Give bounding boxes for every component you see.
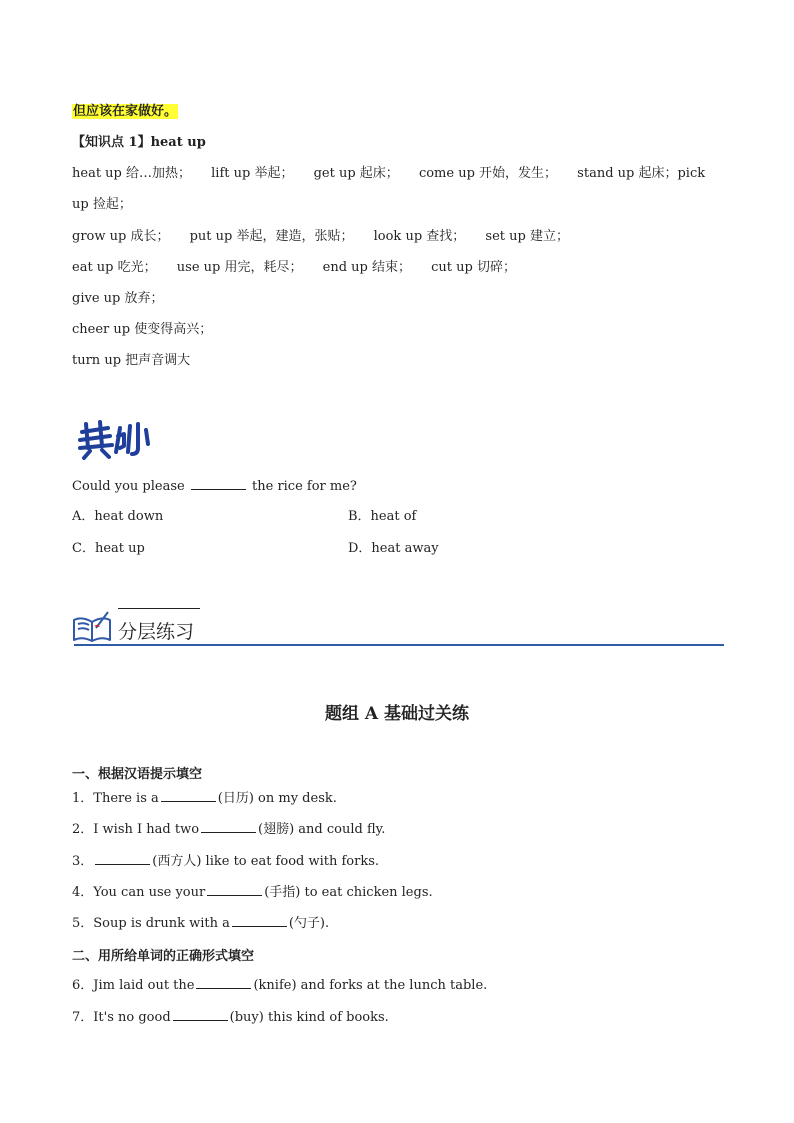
phrase-line-7	[72, 352, 190, 370]
option-a[interactable]: A．heat down	[72, 509, 164, 524]
item-text: 7．It's no good	[72, 1010, 171, 1025]
phrase-item: eat up 吃光；	[72, 260, 157, 275]
section-divider	[74, 644, 724, 646]
knowledge-point-heading	[72, 134, 206, 152]
phrase-item: cheer up 使变得高兴；	[72, 322, 213, 337]
item-text: (日历) on my desk.	[217, 791, 337, 806]
phrase-line-4	[72, 259, 516, 277]
item-text: (翅膀) and could fly.	[258, 822, 386, 837]
phrase-item: up 捡起；	[72, 197, 132, 212]
item-text: (手指) to eat chicken legs.	[264, 885, 433, 900]
phrase-line-2	[72, 196, 132, 214]
exercise-item-1	[72, 789, 337, 808]
option-c[interactable]: C．heat up	[72, 541, 145, 556]
example-logo-icon	[76, 418, 156, 462]
header-underline	[118, 608, 200, 609]
answer-blank[interactable]	[95, 852, 150, 865]
section-1-heading: 一、根据汉语提示填空	[72, 767, 203, 782]
answer-blank[interactable]	[201, 820, 256, 833]
phrase-item: use up 用完，耗尽；	[176, 260, 303, 275]
exercise-item-4	[72, 883, 433, 902]
answer-blank[interactable]	[196, 976, 251, 989]
highlighted-sentence	[72, 103, 178, 121]
phrase-item: give up 放弃；	[72, 291, 164, 306]
phrase-item: get up 起床；	[313, 166, 399, 181]
phrase-item: set up 建立；	[485, 229, 569, 244]
example-question	[72, 477, 357, 496]
group-title: 题组 A 基础过关练	[324, 704, 470, 724]
section-2-heading: 二、用所给单词的正确形式填空	[72, 949, 255, 964]
phrase-item: cut up 切碎；	[431, 260, 516, 275]
exercise-item-7	[72, 1008, 389, 1027]
kp-term: heat up	[150, 135, 206, 150]
book-icon-svg	[72, 610, 112, 644]
item-text: 3．	[72, 854, 94, 869]
item-text: (knife) and forks at the lunch table.	[253, 978, 488, 993]
phrase-item: turn up 把声音调大	[72, 353, 191, 368]
question-text: the rice for me?	[252, 479, 357, 494]
item-text: (勺子).	[288, 916, 330, 931]
highlight-text: 但应该在家做好。	[73, 104, 178, 119]
phrase-item: lift up 举起；	[211, 166, 294, 181]
item-text: (西方人) like to eat food with forks.	[152, 854, 380, 869]
phrase-line-3	[72, 228, 569, 246]
phrase-line-6	[72, 321, 212, 339]
item-text: 2．I wish I had two	[72, 822, 200, 837]
exercise-item-2	[72, 820, 385, 839]
item-text: (buy) this kind of books.	[229, 1010, 389, 1025]
kp-prefix: 【知识点 1】	[72, 135, 151, 150]
exercise-item-3	[72, 852, 379, 871]
item-text: 5．Soup is drunk with a	[72, 916, 230, 931]
phrase-item: stand up 起床；pick	[577, 166, 706, 181]
answer-blank[interactable]	[161, 789, 216, 802]
item-text: 1．There is a	[72, 791, 159, 806]
item-text: 4．You can use your	[72, 885, 206, 900]
exercise-item-5	[72, 914, 329, 933]
answer-blank[interactable]	[191, 477, 246, 490]
answer-blank[interactable]	[207, 883, 262, 896]
phrase-line-5	[72, 290, 163, 308]
phrase-item: end up 结束；	[322, 260, 411, 275]
phrase-item: put up 举起，建造，张贴；	[189, 229, 354, 244]
question-text: Could you please	[72, 479, 185, 494]
layered-practice-title: 分层练习	[118, 621, 195, 643]
example-logo	[76, 418, 156, 462]
item-text: 6．Jim laid out the	[72, 978, 195, 993]
phrase-item: heat up 给…加热；	[72, 166, 191, 181]
phrase-item: look up 查找；	[373, 229, 466, 244]
answer-blank[interactable]	[232, 914, 287, 927]
phrase-item: grow up 成长；	[72, 229, 170, 244]
book-icon	[72, 610, 112, 644]
option-d[interactable]: D．heat away	[348, 541, 439, 556]
phrase-item: come up 开始，发生；	[418, 166, 558, 181]
exercise-item-6	[72, 976, 487, 995]
option-b[interactable]: B．heat of	[348, 509, 417, 524]
phrase-line-1	[72, 165, 705, 183]
answer-blank[interactable]	[173, 1008, 228, 1021]
